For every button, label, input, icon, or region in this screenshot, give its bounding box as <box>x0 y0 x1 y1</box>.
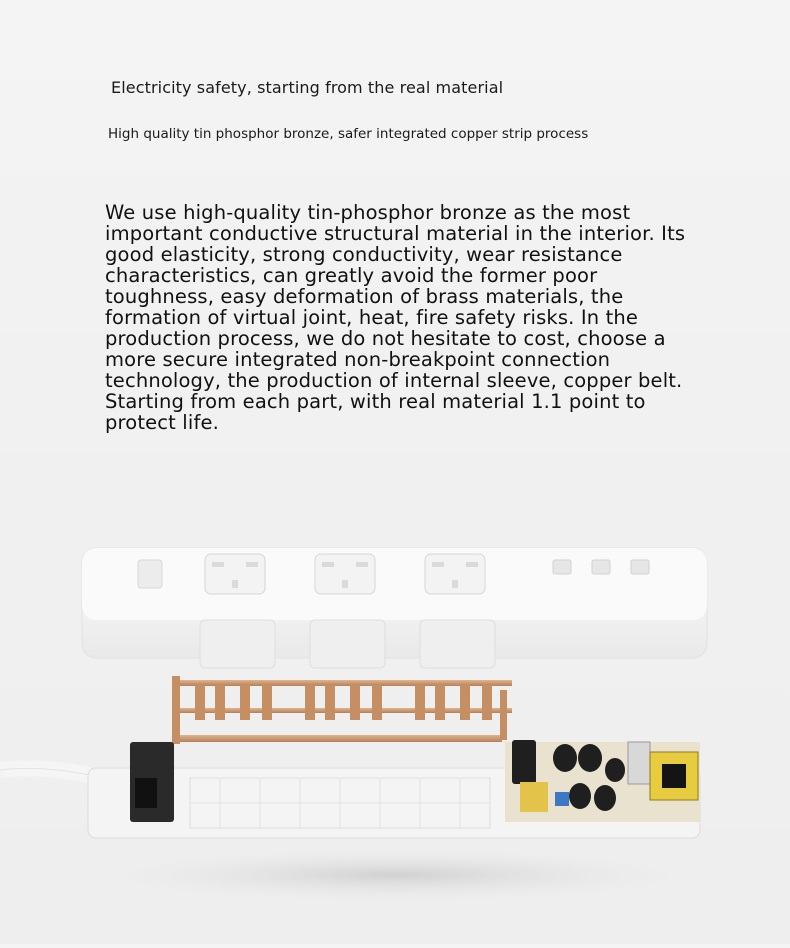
description-paragraph: We use high-quality tin-phosphor bronze as the most important conductive structural material in the interior. Its good elasticity, strong conductivity, wear resistance characteristics, can greatly avoid the former poor toughness, easy deformation of brass materials, the formation of virtual joint, heat, fire safety risks. In the production process, we do not hesitate to cost, choose a more secure integrated non-breakpoint connection technology, the production of internal sleeve, copper belt. Starting from each part, with real material 1.1 point to protect life. <box>105 201 686 434</box>
headline: Electricity safety, starting from the real material <box>111 78 504 97</box>
copper-strip-assembly <box>172 676 512 744</box>
subheadline: High quality tin phosphor bronze, safer integrated copper strip process <box>108 126 589 142</box>
power-strip-exploded-image <box>0 520 790 944</box>
power-strip-illustration <box>0 520 790 944</box>
base-housing <box>88 740 700 838</box>
top-housing <box>82 548 707 668</box>
